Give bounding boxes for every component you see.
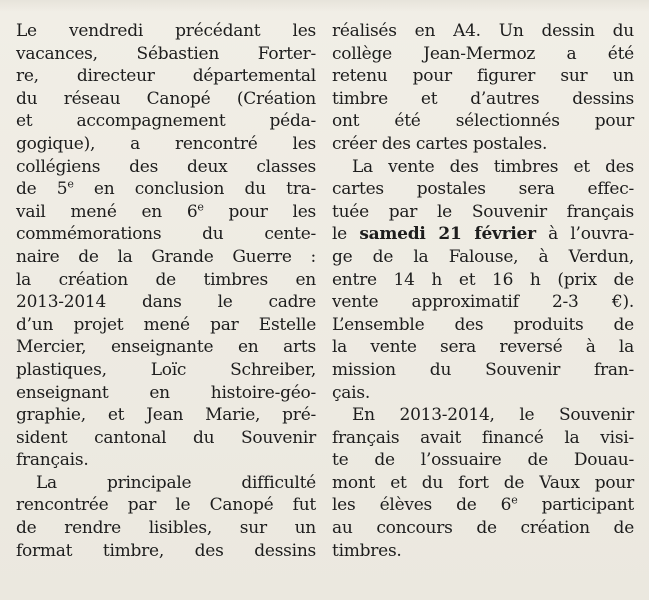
text-line: En 2013-2014, le Souvenir: [352, 405, 634, 426]
text-line: re, directeur départemental: [16, 66, 316, 87]
text-line: La principale difficulté: [36, 472, 316, 493]
text-line: français.: [16, 450, 89, 471]
text-line: tuée par le Souvenir français: [332, 201, 634, 222]
text-line: et accompagnement péda-: [16, 111, 316, 132]
text-line: format timbre, des dessins: [16, 540, 316, 561]
text-line: les élèves de 6e participant: [332, 493, 634, 516]
text-line: 2013-2014 dans le cadre: [16, 292, 316, 313]
text-line: retenu pour figurer sur un: [332, 66, 634, 87]
text-line: plastiques, Loïc Schreiber,: [16, 359, 316, 380]
text-line: collège Jean-Mermoz a été: [332, 43, 634, 64]
text-line: vacances, Sébastien Forter-: [16, 43, 316, 64]
text-line: collégiens des deux classes: [16, 156, 316, 177]
text-line: commémorations du cente-: [16, 224, 316, 245]
text-line: au concours de création de: [332, 518, 634, 539]
text-line: Mercier, enseignante en arts: [16, 337, 316, 358]
text-line: enseignant en histoire-géo-: [16, 382, 316, 403]
article-columns: [14, 20, 635, 590]
right-column: [332, 20, 634, 590]
text-line: graphie, et Jean Marie, pré-: [16, 405, 316, 426]
text-line: la création de timbres en: [16, 269, 316, 290]
text-line: rencontrée par le Canopé fut: [16, 495, 316, 516]
text-line: L’ensemble des produits de: [332, 314, 634, 335]
text-line-date: le samedi 21 février à l’ouvra-: [332, 224, 635, 245]
text-line: gogique), a rencontré les: [16, 133, 316, 154]
text-line: d’un projet mené par Estelle: [16, 314, 316, 335]
text-line: vente approximatif 2-3 €).: [332, 292, 634, 313]
text-line: timbre et d’autres dessins: [332, 88, 634, 109]
text-line: vail mené en 6e pour les: [16, 200, 316, 222]
text-line: créer des cartes postales.: [332, 133, 548, 154]
text-line: sident cantonal du Souvenir: [16, 427, 316, 448]
top-edge-shadow: [0, 0, 649, 12]
text-line: La vente des timbres et des: [352, 156, 634, 177]
left-column: [14, 20, 316, 590]
text-line: ont été sélectionnés pour: [332, 111, 634, 132]
text-line: naire de la Grande Guerre :: [16, 246, 316, 267]
text-line: te de l’ossuaire de Douau-: [332, 450, 634, 471]
text-line: timbres.: [332, 540, 402, 561]
text-line: mission du Souvenir fran-: [332, 359, 634, 380]
text-line: cartes postales sera effec-: [332, 179, 634, 200]
text-line: français avait financé la visi-: [332, 427, 634, 448]
text-line: ge de la Falouse, à Verdun,: [332, 246, 634, 267]
text-line: du réseau Canopé (Création: [16, 88, 316, 109]
text-line: çais.: [332, 382, 370, 403]
text-line: réalisés en A4. Un dessin du: [332, 21, 634, 41]
text-line: entre 14 h et 16 h (prix de: [332, 269, 634, 290]
text-line: Le vendredi précédant les: [16, 21, 316, 41]
text-line: mont et du fort de Vaux pour: [332, 472, 634, 493]
text-line: de rendre lisibles, sur un: [16, 518, 316, 539]
text-line: de 5e en conclusion du tra-: [16, 177, 316, 200]
text-line: la vente sera reversé à la: [332, 337, 634, 358]
